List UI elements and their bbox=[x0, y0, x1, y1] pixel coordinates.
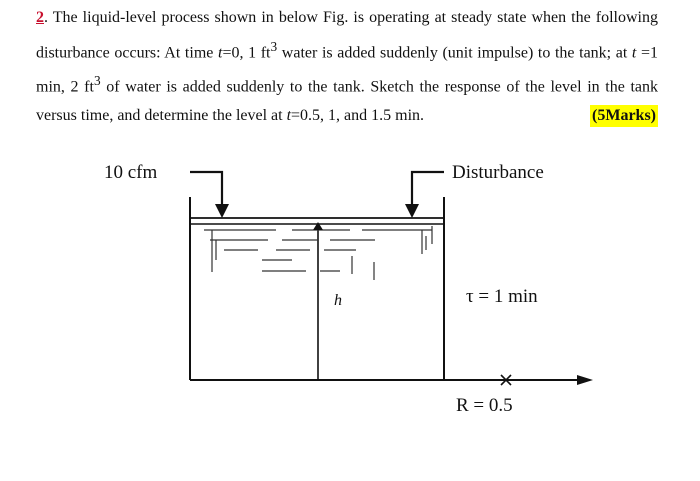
level-label: h bbox=[334, 292, 342, 309]
inflow-pipe bbox=[190, 172, 222, 205]
question-text-2: =0, 1 ft bbox=[222, 43, 271, 61]
water-surface bbox=[190, 218, 444, 224]
time-var-3: t bbox=[286, 107, 292, 125]
inflow-label: 10 cfm bbox=[104, 162, 158, 183]
disturbance-label: Disturbance bbox=[452, 162, 544, 183]
superscript-2: 3 bbox=[93, 73, 101, 89]
question-text-5: of water is added suddenly to the tank. Sketch the response of the level in the tank versus time, and determine the level at bbox=[36, 78, 658, 125]
time-constant-label: τ = 1 min bbox=[466, 286, 538, 307]
marks-badge: (5Marks) bbox=[590, 105, 658, 127]
resistance-label: R = 0.5 bbox=[456, 395, 513, 416]
inflow-arrow-icon bbox=[215, 204, 229, 218]
question-text-1: . The liquid-level process shown in below Fig. is operating at steady state when the following disturbance occurs: At time bbox=[36, 9, 658, 61]
time-var-1: t bbox=[218, 43, 223, 61]
question-text-4: =1 min, 2 ft bbox=[36, 43, 659, 96]
level-marker-icon bbox=[313, 222, 323, 230]
question-text-6: =0.5, 1, and 1.5 min. bbox=[291, 107, 425, 125]
question-number: 2 bbox=[36, 9, 44, 26]
question-text-3: water is added suddenly (unit impulse) to the tank; at bbox=[277, 43, 632, 61]
disturbance-arrow-icon bbox=[405, 204, 419, 218]
disturbance-pipe bbox=[412, 172, 444, 205]
time-var-2: t bbox=[631, 43, 637, 61]
superscript-1: 3 bbox=[270, 38, 278, 54]
